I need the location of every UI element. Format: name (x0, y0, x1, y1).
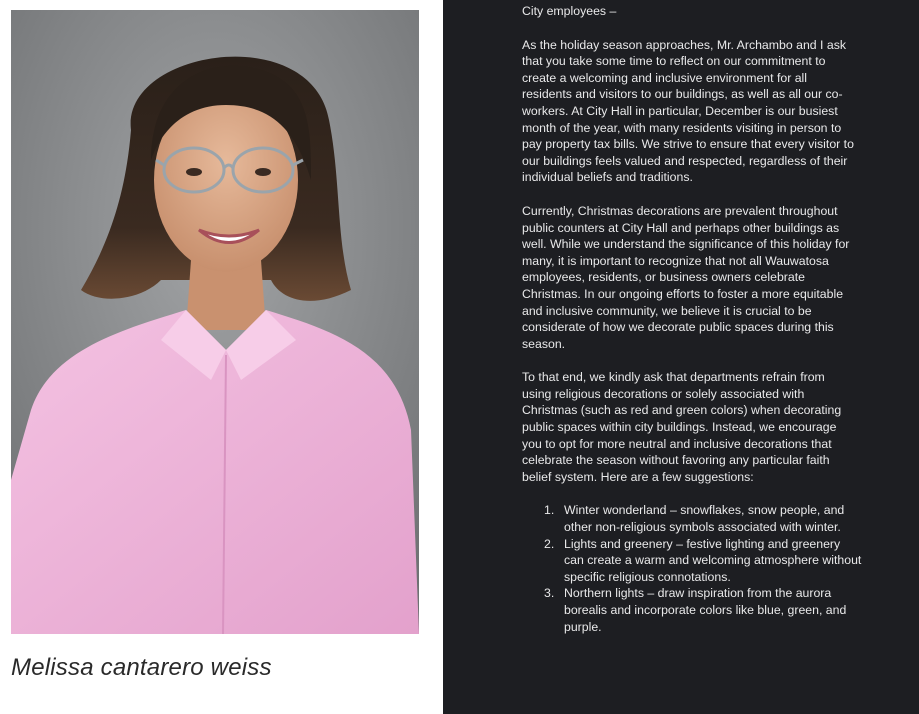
paragraph: To that end, we kindly ask that departments refrain from using religious decorations or solely associated with Christmas (such as red and green colors) when decorating public spaces within city buildings. Instead, we encourage you to opt for more neutral and inclusive decorations that celebrate the season without favoring any particular faith belief system. Here are a few suggestions: (522, 370, 842, 484)
letter-panel (443, 0, 919, 714)
left-eye (186, 168, 202, 176)
right-eye (255, 168, 271, 176)
list-item-text: Northern lights – draw inspiration from the aurora borealis and incorporate colors like blue, green, and purple. (564, 586, 847, 634)
list-number: 2. (544, 536, 555, 551)
portrait-photo (11, 10, 419, 634)
list-item (522, 585, 862, 635)
list-item (522, 536, 862, 586)
portrait-illustration (11, 10, 419, 634)
paragraph: Currently, Christmas decorations are prevalent throughout public counters at City Hall and perhaps other buildings as well. While we understand the significance of this holiday for many, it is important to recognize that not all Wauwatosa employees, residents, or business owners celebrate Christmas. In our ongoing efforts to foster a more equitable and inclusive community, we believe it is crucial to be considerate of how we decorate public spaces during this season. (522, 203, 850, 351)
paragraph: As the holiday season approaches, Mr. Archambo and I ask that you take some time to reflect on our commitment to create a welcoming and inclusive environment for all residents and visitors to our buildings, as well as all our co-workers. At City Hall in particular, December is our busiest month of the year, with many residents visiting in person to pay property tax bills. We strive to ensure that every visitor to our buildings feels valued and respected, regardless of their individual beliefs and traditions. (522, 37, 854, 185)
salutation: City employees – (522, 4, 617, 18)
list-number: 3. (544, 586, 555, 601)
photo-caption: Melissa cantarero weiss (11, 654, 272, 681)
list-number: 1. (544, 503, 555, 518)
suggestions-list (522, 502, 862, 635)
list-item-text: Winter wonderland – snowflakes, snow people, and other non-religious symbols associated with winter. (564, 503, 845, 535)
list-item-text: Lights and greenery – festive lighting and greenery can create a warm and welcoming atmosphere without specific religious connotations. (564, 536, 862, 584)
list-item (522, 502, 862, 535)
